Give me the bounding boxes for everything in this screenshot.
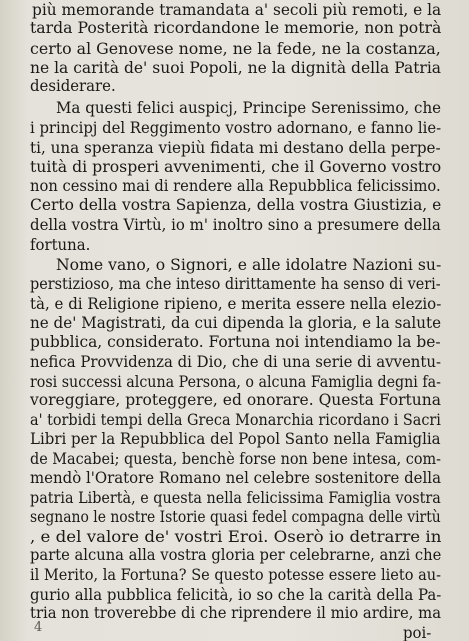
text-line: tà, e di Religione ripieno, e merita essere nella elezio- (30, 294, 442, 313)
text-line: non cessino mai di rendere alla Repubblica felicissimo. (30, 176, 441, 195)
text-line: voreggiare, proteggere, ed onorare. Questa Fortuna (30, 390, 441, 409)
text-line: mendò l'Oratore Romano nel celebre sostenitore della (30, 468, 441, 487)
text-line: perstizioso, ma che inteso dirittamente ha senso di veri- (30, 274, 441, 293)
text-line: gurio alla pubblica felicità, io so che la carità della Pa- (30, 585, 442, 604)
text-line: ti, una speranza viepiù fidata mi destano della perpe- (30, 138, 441, 157)
text-line: fortuna. (30, 235, 91, 254)
text-line: poi- (403, 623, 432, 641)
page-number: 4 (34, 620, 43, 635)
text-line: Nome vano, o Signori, e alle idolatre Nazioni su- (56, 255, 442, 274)
text-line: a' torbidi tempi della Greca Monarchia ricordano i Sacri (30, 410, 441, 429)
text-line: patria Libertà, e questa nella felicissima Famiglia vostra (30, 488, 441, 507)
text-line: parte alcuna alla vostra gloria per celebrarne, anzi che (30, 545, 442, 564)
text-line: i principj del Reggimento vostro adornano, e fanno lie- (30, 118, 442, 137)
text-line: della vostra Virtù, io m' inoltro sino a presumere della (30, 215, 441, 234)
text-line: Ma questi felici auspicj, Principe Serenissimo, che (56, 98, 442, 117)
text-line: ne la carità de' suoi Popoli, ne la dignità della Patria (30, 58, 442, 77)
text-line: tuità di prosperi avvenimenti, che il Governo vostro (30, 157, 442, 176)
text-line: , e del valore de' vostri Eroi. Oserò io detrarre in (30, 527, 442, 546)
text-line: tarda Posterità ricordandone le memorie, non potrà (30, 18, 442, 37)
text-line: tria non troverebbe di che riprendere il mio ardire, ma (30, 603, 442, 622)
text-line: più memorande tramandata a' secoli più remoti, e la (32, 0, 442, 19)
text-line: Libri per la Repubblica del Popol Santo nella Famiglia (30, 429, 441, 448)
text-line: de Macabei; questa, benchè forse non bene intesa, com- (30, 449, 441, 468)
text-line: pubblica, considerato. Fortuna noi intendiamo la be- (30, 332, 441, 351)
text-line: il Merito, la Fortuna? Se questo potesse essere lieto au- (30, 565, 441, 584)
text-line: Certo della vostra Sapienza, della vostra Giustizia, e (30, 195, 442, 214)
text-line: desiderare. (30, 76, 116, 95)
text-line: segnano le nostre Istorie quasi fedel compagna delle virtù (30, 507, 441, 526)
text-line: certo al Genovese nome, ne la fede, ne la costanza, (30, 39, 441, 58)
text-line: rosi successi alcuna Persona, o alcuna Famiglia degni fa- (30, 372, 441, 391)
text-line: nefica Provvidenza di Dio, che di una serie di avventu- (30, 352, 442, 371)
text-line: ne de' Magistrati, da cui dipenda la gloria, e la salute (30, 313, 442, 332)
